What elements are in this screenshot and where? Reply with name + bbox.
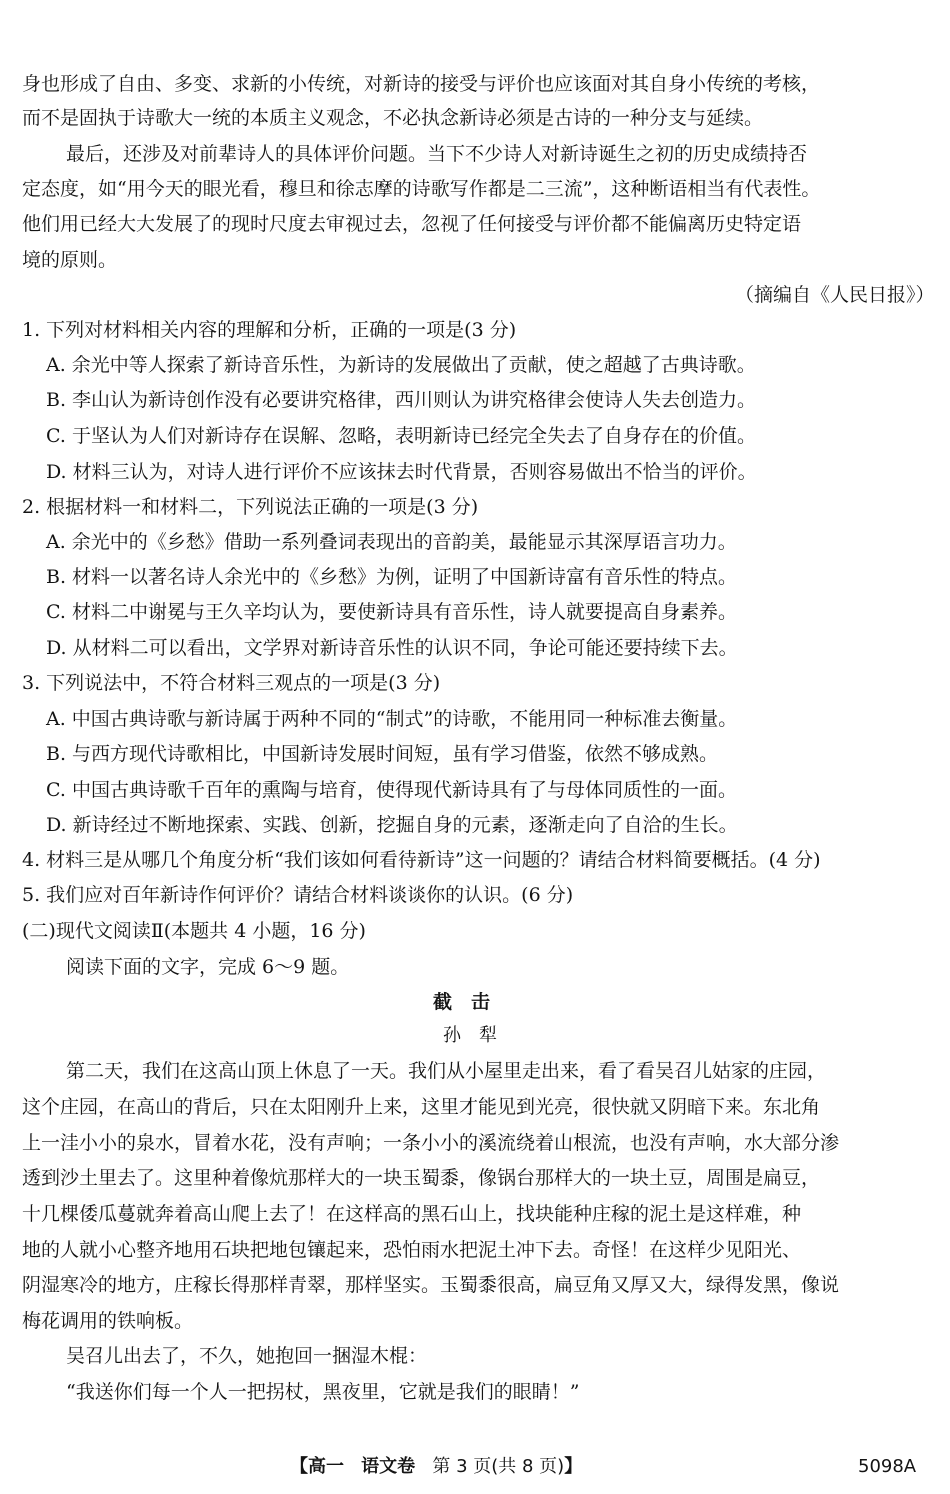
story-dialogue: “我送你们每一个人一把拐杖，黑夜里，它就是我们的眼睛！” xyxy=(66,1381,580,1403)
paragraph-line: 他们用已经大大发展了的现时尺度去审视过去，忽视了任何接受与评价都不能偏离历史特定语 xyxy=(22,213,802,235)
story-line: 梅花调用的铁响板。 xyxy=(22,1310,194,1332)
section-instruction: 阅读下面的文字，完成 6～9 题。 xyxy=(66,956,350,978)
footer-bracket-close: 】 xyxy=(564,1456,583,1477)
paragraph-line: 境的原则。 xyxy=(22,249,118,271)
footer-grade: 高一 xyxy=(308,1456,344,1477)
option-2c: C. 材料二中谢冕与王久辛均认为，要使新诗具有音乐性，诗人就要提高自身素养。 xyxy=(46,601,737,623)
option-2d: D. 从材料二可以看出，文学界对新诗音乐性的认识不同，争论可能还要持续下去。 xyxy=(46,637,738,659)
story-line: 第二天，我们在这高山顶上休息了一天。我们从小屋里走出来，看了看吴召儿姑家的庄园， xyxy=(66,1060,827,1082)
question-4: 4. 材料三是从哪几个角度分析“我们该如何看待新诗”这一问题的？请结合材料简要概括。(4 分) xyxy=(22,849,821,871)
paragraph-line: 而不是固执于诗歌大一统的本质主义观念，不必执念新诗必须是古诗的一种分支与延续。 xyxy=(22,107,764,129)
option-3c: C. 中国古典诗歌千百年的熏陶与培育，使得现代新诗具有了与母体同质性的一面。 xyxy=(46,779,737,801)
source-citation: （摘编自《人民日报》） xyxy=(735,284,935,306)
footer-page-number: 第 3 页(共 8 页) xyxy=(432,1456,565,1477)
option-1d: D. 材料三认为，对诗人进行评价不应该抹去时代背景，否则容易做出不恰当的评价。 xyxy=(46,461,757,483)
option-2b: B. 材料一以著名诗人余光中的《乡愁》为例，证明了中国新诗富有音乐性的特点。 xyxy=(46,566,738,588)
option-3a: A. 中国古典诗歌与新诗属于两种不同的“制式”的诗歌，不能用同一种标准去衡量。 xyxy=(46,708,738,730)
story-line: 十几棵倭瓜蔓就奔着高山爬上去了！在这样高的黑石山上，找块能种庄稼的泥土是这样难，种 xyxy=(22,1203,802,1225)
option-1c: C. 于坚认为人们对新诗存在误解、忽略，表明新诗已经完全失去了自身存在的价值。 xyxy=(46,425,756,447)
paragraph-line: 定态度，如“用今天的眼光看，穆旦和徐志摩的诗歌写作都是二三流”，这种断语相当有代表性。 xyxy=(22,178,821,200)
option-2a: A. 余光中的《乡愁》借助一系列叠词表现出的音韵美，最能显示其深厚语言功力。 xyxy=(46,531,737,553)
footer-bracket-open: 【 xyxy=(290,1456,308,1477)
page-footer xyxy=(290,1455,582,1479)
question-3: 3. 下列说法中，不符合材料三观点的一项是(3 分) xyxy=(22,672,441,694)
story-line: 透到沙土里去了。这里种着像炕那样大的一块玉蜀黍，像锅台那样大的一块土豆，周围是扁豆， xyxy=(22,1167,821,1189)
paragraph-line: 身也形成了自由、多变、求新的小传统，对新诗的接受与评价也应该面对其自身小传统的考核， xyxy=(22,73,821,95)
option-3d: D. 新诗经过不断地探索、实践、创新，挖掘自身的元素，逐渐走向了自洽的生长。 xyxy=(46,814,738,836)
option-1a: A. 余光中等人探索了新诗音乐性，为新诗的发展做出了贡献，使之超越了古典诗歌。 xyxy=(46,354,756,376)
footer-subject: 语文卷 xyxy=(361,1456,416,1477)
story-author: 孙 犁 xyxy=(443,1025,497,1046)
paragraph-line: 最后，还涉及对前辈诗人的具体评价问题。当下不少诗人对新诗诞生之初的历史成绩持否 xyxy=(66,143,808,165)
section-heading: (二)现代文阅读Ⅱ(本题共 4 小题，16 分) xyxy=(22,920,366,942)
question-5: 5. 我们应对百年新诗作何评价？请结合材料谈谈你的认识。(6 分) xyxy=(22,884,574,906)
story-line: 这个庄园，在高山的背后，只在太阳刚升上来，这里才能见到光亮，很快就又阴暗下来。东北角 xyxy=(22,1096,821,1118)
story-title: 截 击 xyxy=(433,991,491,1013)
story-line: 吴召儿出去了，不久，她抱回一捆湿木棍： xyxy=(66,1345,428,1367)
question-1: 1. 下列对材料相关内容的理解和分析，正确的一项是(3 分) xyxy=(22,319,517,341)
story-line: 上一洼小小的泉水，冒着水花，没有声响；一条小小的溪流绕着山根流，也没有声响，水大部分渗 xyxy=(22,1132,840,1154)
option-3b: B. 与西方现代诗歌相比，中国新诗发展时间短，虽有学习借鉴，依然不够成熟。 xyxy=(46,743,719,765)
story-line: 地的人就小心整齐地用石块把地包镶起来，恐怕雨水把泥土冲下去。奇怪！在这样少见阳光、 xyxy=(22,1239,802,1261)
story-line: 阴湿寒冷的地方，庄稼长得那样青翠，那样坚实。玉蜀黍很高，扁豆角又厚又大，绿得发黑，像说 xyxy=(22,1274,840,1296)
question-2: 2. 根据材料一和材料二，下列说法正确的一项是(3 分) xyxy=(22,496,479,518)
option-1b: B. 李山认为新诗创作没有必要讲究格律，西川则认为讲究格律会使诗人失去创造力。 xyxy=(46,389,757,411)
exam-code: 5098A xyxy=(858,1456,917,1477)
